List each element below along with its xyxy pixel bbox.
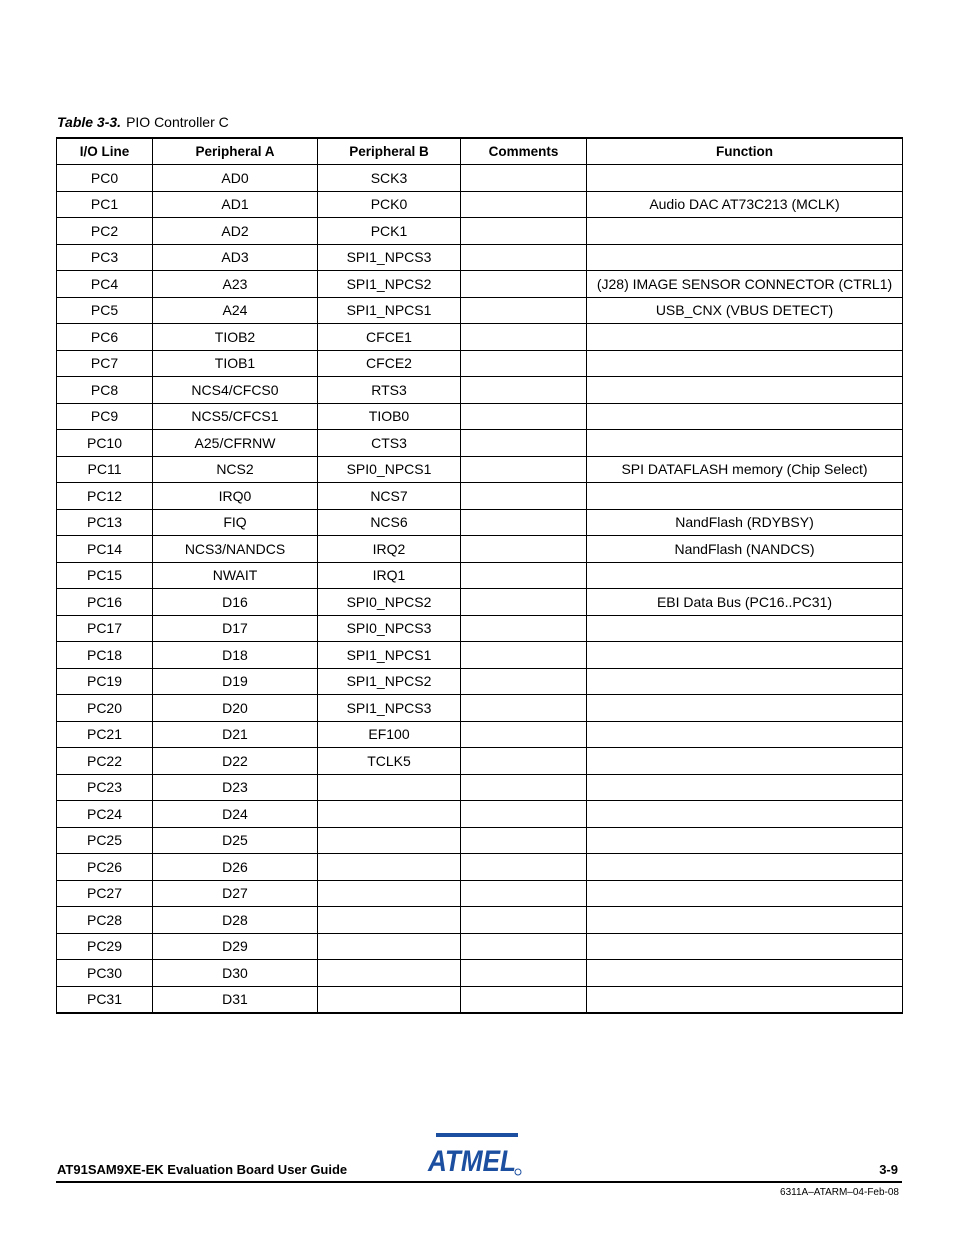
table-row — [57, 589, 903, 616]
cell-comments — [461, 456, 587, 483]
header-peripheral-a: Peripheral A — [153, 138, 318, 165]
cell-function: EBI Data Bus (PC16..PC31) — [587, 589, 903, 616]
cell-function — [587, 854, 903, 881]
header-io-line: I/O Line — [57, 138, 153, 165]
cell-comments — [461, 562, 587, 589]
cell-function — [587, 615, 903, 642]
cell-peripheral-a: D20 — [153, 695, 318, 722]
cell-peripheral-b: SPI1_NPCS1 — [318, 642, 461, 669]
cell-function — [587, 218, 903, 245]
cell-comments — [461, 324, 587, 351]
cell-comments — [461, 960, 587, 987]
cell-peripheral-b — [318, 907, 461, 934]
cell-function: USB_CNX (VBUS DETECT) — [587, 297, 903, 324]
cell-comments — [461, 721, 587, 748]
table-row — [57, 456, 903, 483]
table-row — [57, 562, 903, 589]
cell-peripheral-a: D31 — [153, 986, 318, 1013]
cell-io-line: PC23 — [57, 774, 153, 801]
atmel-logo-text: ATMEL — [427, 1145, 516, 1177]
cell-function — [587, 695, 903, 722]
cell-function — [587, 907, 903, 934]
cell-comments — [461, 589, 587, 616]
cell-io-line: PC18 — [57, 642, 153, 669]
cell-peripheral-b: SPI1_NPCS2 — [318, 668, 461, 695]
cell-peripheral-b: SCK3 — [318, 165, 461, 192]
cell-comments — [461, 271, 587, 298]
table-row — [57, 218, 903, 245]
cell-peripheral-a: IRQ0 — [153, 483, 318, 510]
cell-function — [587, 377, 903, 404]
cell-peripheral-a: D22 — [153, 748, 318, 775]
cell-io-line: PC19 — [57, 668, 153, 695]
cell-peripheral-a: D30 — [153, 960, 318, 987]
document-reference: 6311A–ATARM–04-Feb-08 — [780, 1187, 899, 1198]
cell-peripheral-a: D23 — [153, 774, 318, 801]
cell-function — [587, 748, 903, 775]
cell-comments — [461, 774, 587, 801]
header-function: Function — [587, 138, 903, 165]
table-caption-text: PIO Controller C — [126, 114, 229, 130]
table-row — [57, 668, 903, 695]
cell-peripheral-a: NCS3/NANDCS — [153, 536, 318, 563]
table-row — [57, 721, 903, 748]
cell-comments — [461, 350, 587, 377]
cell-comments — [461, 827, 587, 854]
cell-io-line: PC16 — [57, 589, 153, 616]
cell-io-line: PC7 — [57, 350, 153, 377]
cell-peripheral-a: D29 — [153, 933, 318, 960]
cell-function — [587, 774, 903, 801]
table-row — [57, 774, 903, 801]
cell-function: NandFlash (RDYBSY) — [587, 509, 903, 536]
cell-peripheral-b: SPI1_NPCS3 — [318, 244, 461, 271]
cell-peripheral-a: NCS5/CFCS1 — [153, 403, 318, 430]
cell-peripheral-b: SPI0_NPCS3 — [318, 615, 461, 642]
table-header-row — [57, 138, 903, 165]
cell-peripheral-a: TIOB2 — [153, 324, 318, 351]
cell-io-line: PC30 — [57, 960, 153, 987]
header-comments: Comments — [461, 138, 587, 165]
cell-function — [587, 721, 903, 748]
table-row — [57, 827, 903, 854]
cell-io-line: PC6 — [57, 324, 153, 351]
cell-comments — [461, 854, 587, 881]
cell-peripheral-b — [318, 827, 461, 854]
cell-function — [587, 562, 903, 589]
table-row — [57, 324, 903, 351]
cell-function: (J28) IMAGE SENSOR CONNECTOR (CTRL1) — [587, 271, 903, 298]
table-row — [57, 297, 903, 324]
cell-comments — [461, 165, 587, 192]
cell-peripheral-a: D24 — [153, 801, 318, 828]
cell-comments — [461, 986, 587, 1013]
cell-peripheral-a: D28 — [153, 907, 318, 934]
cell-function — [587, 986, 903, 1013]
cell-io-line: PC15 — [57, 562, 153, 589]
cell-function: NandFlash (NANDCS) — [587, 536, 903, 563]
cell-function — [587, 324, 903, 351]
cell-peripheral-b — [318, 880, 461, 907]
cell-peripheral-a: AD1 — [153, 191, 318, 218]
cell-io-line: PC12 — [57, 483, 153, 510]
table-row — [57, 695, 903, 722]
cell-peripheral-a: FIQ — [153, 509, 318, 536]
cell-peripheral-a: D18 — [153, 642, 318, 669]
cell-peripheral-a: TIOB1 — [153, 350, 318, 377]
cell-peripheral-a: D25 — [153, 827, 318, 854]
cell-io-line: PC29 — [57, 933, 153, 960]
table-caption-label: Table 3-3. — [57, 114, 122, 130]
cell-function — [587, 483, 903, 510]
cell-peripheral-a: A24 — [153, 297, 318, 324]
cell-comments — [461, 695, 587, 722]
cell-function — [587, 350, 903, 377]
pio-controller-table — [56, 137, 903, 1014]
table-row — [57, 509, 903, 536]
table-row — [57, 880, 903, 907]
cell-peripheral-b: NCS6 — [318, 509, 461, 536]
page-number: 3-9 — [879, 1162, 898, 1177]
cell-io-line: PC13 — [57, 509, 153, 536]
cell-comments — [461, 403, 587, 430]
cell-io-line: PC5 — [57, 297, 153, 324]
cell-io-line: PC20 — [57, 695, 153, 722]
cell-peripheral-b: CTS3 — [318, 430, 461, 457]
cell-io-line: PC17 — [57, 615, 153, 642]
cell-peripheral-b: IRQ2 — [318, 536, 461, 563]
table-row — [57, 960, 903, 987]
cell-comments — [461, 218, 587, 245]
table-row — [57, 642, 903, 669]
table-row — [57, 403, 903, 430]
cell-peripheral-b: NCS7 — [318, 483, 461, 510]
cell-peripheral-b: TCLK5 — [318, 748, 461, 775]
cell-function — [587, 403, 903, 430]
atmel-logo — [424, 1131, 524, 1177]
cell-io-line: PC21 — [57, 721, 153, 748]
cell-comments — [461, 297, 587, 324]
cell-io-line: PC14 — [57, 536, 153, 563]
table-row — [57, 854, 903, 881]
cell-peripheral-b — [318, 986, 461, 1013]
header-peripheral-b: Peripheral B — [318, 138, 461, 165]
cell-function: Audio DAC AT73C213 (MCLK) — [587, 191, 903, 218]
cell-peripheral-a: AD3 — [153, 244, 318, 271]
table-row — [57, 483, 903, 510]
cell-io-line: PC3 — [57, 244, 153, 271]
cell-peripheral-a: NCS2 — [153, 456, 318, 483]
cell-comments — [461, 748, 587, 775]
cell-peripheral-b: RTS3 — [318, 377, 461, 404]
cell-function — [587, 244, 903, 271]
cell-comments — [461, 933, 587, 960]
cell-peripheral-a: D27 — [153, 880, 318, 907]
cell-io-line: PC1 — [57, 191, 153, 218]
cell-peripheral-b: SPI0_NPCS1 — [318, 456, 461, 483]
table-row — [57, 377, 903, 404]
cell-function — [587, 960, 903, 987]
cell-peripheral-b: CFCE2 — [318, 350, 461, 377]
cell-io-line: PC26 — [57, 854, 153, 881]
cell-io-line: PC2 — [57, 218, 153, 245]
cell-peripheral-a: D26 — [153, 854, 318, 881]
cell-io-line: PC22 — [57, 748, 153, 775]
cell-comments — [461, 642, 587, 669]
table-row — [57, 430, 903, 457]
cell-io-line: PC28 — [57, 907, 153, 934]
cell-io-line: PC0 — [57, 165, 153, 192]
table-row — [57, 536, 903, 563]
cell-peripheral-b — [318, 801, 461, 828]
cell-io-line: PC10 — [57, 430, 153, 457]
cell-peripheral-b: EF100 — [318, 721, 461, 748]
cell-function — [587, 827, 903, 854]
cell-peripheral-b: TIOB0 — [318, 403, 461, 430]
cell-io-line: PC4 — [57, 271, 153, 298]
cell-io-line: PC31 — [57, 986, 153, 1013]
cell-function — [587, 801, 903, 828]
cell-comments — [461, 907, 587, 934]
cell-peripheral-a: NCS4/CFCS0 — [153, 377, 318, 404]
table-row — [57, 801, 903, 828]
table-row — [57, 907, 903, 934]
cell-function — [587, 642, 903, 669]
cell-function — [587, 880, 903, 907]
cell-comments — [461, 483, 587, 510]
cell-peripheral-a: A23 — [153, 271, 318, 298]
cell-peripheral-a: D16 — [153, 589, 318, 616]
cell-peripheral-b — [318, 774, 461, 801]
cell-peripheral-b: PCK0 — [318, 191, 461, 218]
cell-comments — [461, 880, 587, 907]
cell-comments — [461, 801, 587, 828]
cell-peripheral-b: CFCE1 — [318, 324, 461, 351]
footer-title: AT91SAM9XE-EK Evaluation Board User Guide — [57, 1162, 348, 1177]
table-row — [57, 615, 903, 642]
cell-function — [587, 933, 903, 960]
cell-comments — [461, 430, 587, 457]
cell-function — [587, 668, 903, 695]
table-row — [57, 748, 903, 775]
cell-io-line: PC25 — [57, 827, 153, 854]
table-row — [57, 165, 903, 192]
cell-peripheral-b: PCK1 — [318, 218, 461, 245]
cell-peripheral-a: D21 — [153, 721, 318, 748]
cell-function: SPI DATAFLASH memory (Chip Select) — [587, 456, 903, 483]
cell-comments — [461, 244, 587, 271]
cell-peripheral-a: D17 — [153, 615, 318, 642]
cell-io-line: PC9 — [57, 403, 153, 430]
table-row — [57, 191, 903, 218]
cell-comments — [461, 191, 587, 218]
cell-io-line: PC8 — [57, 377, 153, 404]
cell-peripheral-a: AD0 — [153, 165, 318, 192]
footer-divider — [56, 1181, 902, 1183]
cell-peripheral-a: D19 — [153, 668, 318, 695]
cell-peripheral-b: IRQ1 — [318, 562, 461, 589]
cell-comments — [461, 668, 587, 695]
cell-peripheral-b: SPI1_NPCS2 — [318, 271, 461, 298]
cell-io-line: PC27 — [57, 880, 153, 907]
cell-io-line: PC11 — [57, 456, 153, 483]
cell-comments — [461, 536, 587, 563]
cell-peripheral-a: AD2 — [153, 218, 318, 245]
cell-peripheral-b: SPI0_NPCS2 — [318, 589, 461, 616]
cell-peripheral-b: SPI1_NPCS3 — [318, 695, 461, 722]
cell-function — [587, 165, 903, 192]
table-row — [57, 244, 903, 271]
table-body — [57, 165, 903, 1014]
table-row — [57, 933, 903, 960]
cell-comments — [461, 509, 587, 536]
cell-peripheral-a: NWAIT — [153, 562, 318, 589]
table-row — [57, 986, 903, 1013]
table-row — [57, 271, 903, 298]
cell-peripheral-b — [318, 854, 461, 881]
cell-peripheral-b — [318, 933, 461, 960]
table-row — [57, 350, 903, 377]
cell-function — [587, 430, 903, 457]
table-caption — [57, 114, 229, 131]
cell-peripheral-b: SPI1_NPCS1 — [318, 297, 461, 324]
cell-comments — [461, 615, 587, 642]
cell-peripheral-a: A25/CFRNW — [153, 430, 318, 457]
cell-peripheral-b — [318, 960, 461, 987]
cell-comments — [461, 377, 587, 404]
cell-io-line: PC24 — [57, 801, 153, 828]
